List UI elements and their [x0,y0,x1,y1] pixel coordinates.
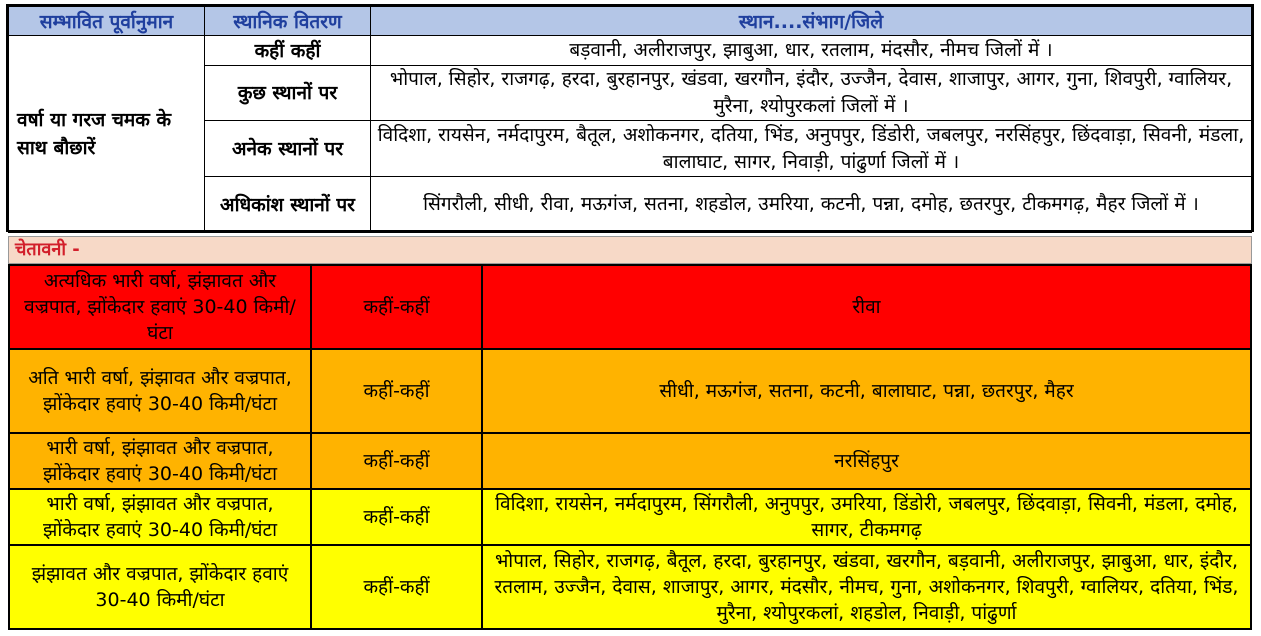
warning-places: विदिशा, रायसेन, नर्मदापुरम, सिंगरौली, अनुपपुर, उमरिया, डिंडोरी, जबलपुर, छिंदवाड़ा, सिवनी, मंडला, दमोह, सागर, टीकमगढ़ [482,489,1251,545]
warning-phenomenon: भारी वर्षा, झंझावत और वज्रपात, झोंकेदार हवाएं 30-40 किमी/घंटा [9,489,311,545]
warning-places: रीवा [482,265,1251,349]
header-forecast: सम्भावित पूर्वानुमान [9,7,205,36]
forecast-distribution: कहीं कहीं [205,36,371,66]
forecast-distribution: अधिकांश स्थानों पर [205,177,371,233]
warning-distribution: कहीं-कहीं [311,545,482,629]
forecast-table [6,4,1254,232]
warning-phenomenon: भारी वर्षा, झंझावत और वज्रपात, झोंकेदार हवाएं 30-40 किमी/घंटा [9,433,311,489]
header-places: स्थान....संभाग/जिले [371,7,1252,36]
warning-distribution: कहीं-कहीं [311,265,482,349]
warning-phenomenon: अत्यधिक भारी वर्षा, झंझावत और वज्रपात, झोंकेदार हवाएं 30-40 किमी/घंटा [9,265,311,349]
warning-row-orange [9,433,1251,489]
warning-distribution: कहीं-कहीं [311,349,482,433]
warning-title: चेतावनी - [8,236,1252,264]
forecast-distribution: अनेक स्थानों पर [205,121,371,177]
forecast-row [9,36,1252,66]
warning-table [8,264,1252,630]
forecast-places: बड़वानी, अलीराजपुर, झाबुआ, धार, रतलाम, मंदसौर, नीमच जिलों में । [371,36,1252,66]
forecast-category: वर्षा या गरज चमक के साथ बौछारें [9,36,205,233]
warning-row-yellow [9,545,1251,629]
warning-row-red [9,265,1251,349]
warning-phenomenon: अति भारी वर्षा, झंझावत और वज्रपात, झोंकेदार हवाएं 30-40 किमी/घंटा [9,349,311,433]
forecast-distribution: कुछ स्थानों पर [205,66,371,121]
warning-distribution: कहीं-कहीं [311,433,482,489]
forecast-places: सिंगरौली, सीधी, रीवा, मऊगंज, सतना, शहडोल, उमरिया, कटनी, पन्ना, दमोह, छतरपुर, टीकमगढ़, मैहर जिलों में । [371,177,1252,233]
warning-places: भोपाल, सिहोर, राजगढ़, बैतूल, हरदा, बुरहानपुर, खंडवा, खरगौन, बड़वानी, अलीराजपुर, झाबुआ, धार, इंदौर, रतलाम, उज्जैन, देवास, शाजापुर, आगर, मंदसौर, नीमच, गुना, अशोकनगर, शिवपुरी, ग्वालियर, दतिया, भिंड, मुरैना, श्योपुरकलां, शहडोल, निवाड़ी, पांढुर्णा [482,545,1251,629]
header-distribution: स्थानिक वितरण [205,7,371,36]
warning-places: सीधी, मऊगंज, सतना, कटनी, बालाघाट, पन्ना, छतरपुर, मैहर [482,349,1251,433]
warning-distribution: कहीं-कहीं [311,489,482,545]
warning-places: नरसिंहपुर [482,433,1251,489]
forecast-places: विदिशा, रायसेन, नर्मदापुरम, बैतूल, अशोकनगर, दतिया, भिंड, अनुपपुर, डिंडोरी, जबलपुर, नरसिंहपुर, छिंदवाड़ा, सिवनी, मंडला, बालाघाट, सागर, निवाड़ी, पांढुर्णा जिलों में । [371,121,1252,177]
warning-phenomenon: झंझावत और वज्रपात, झोंकेदार हवाएं 30-40 किमी/घंटा [9,545,311,629]
warning-row-orange [9,349,1251,433]
warning-row-yellow [9,489,1251,545]
forecast-header-row [9,7,1252,36]
forecast-places: भोपाल, सिहोर, राजगढ़, हरदा, बुरहानपुर, खंडवा, खरगौन, इंदौर, उज्जैन, देवास, शाजापुर, आगर, गुना, शिवपुरी, ग्वालियर, मुरैना, श्योपुरकलां जिलों में । [371,66,1252,121]
